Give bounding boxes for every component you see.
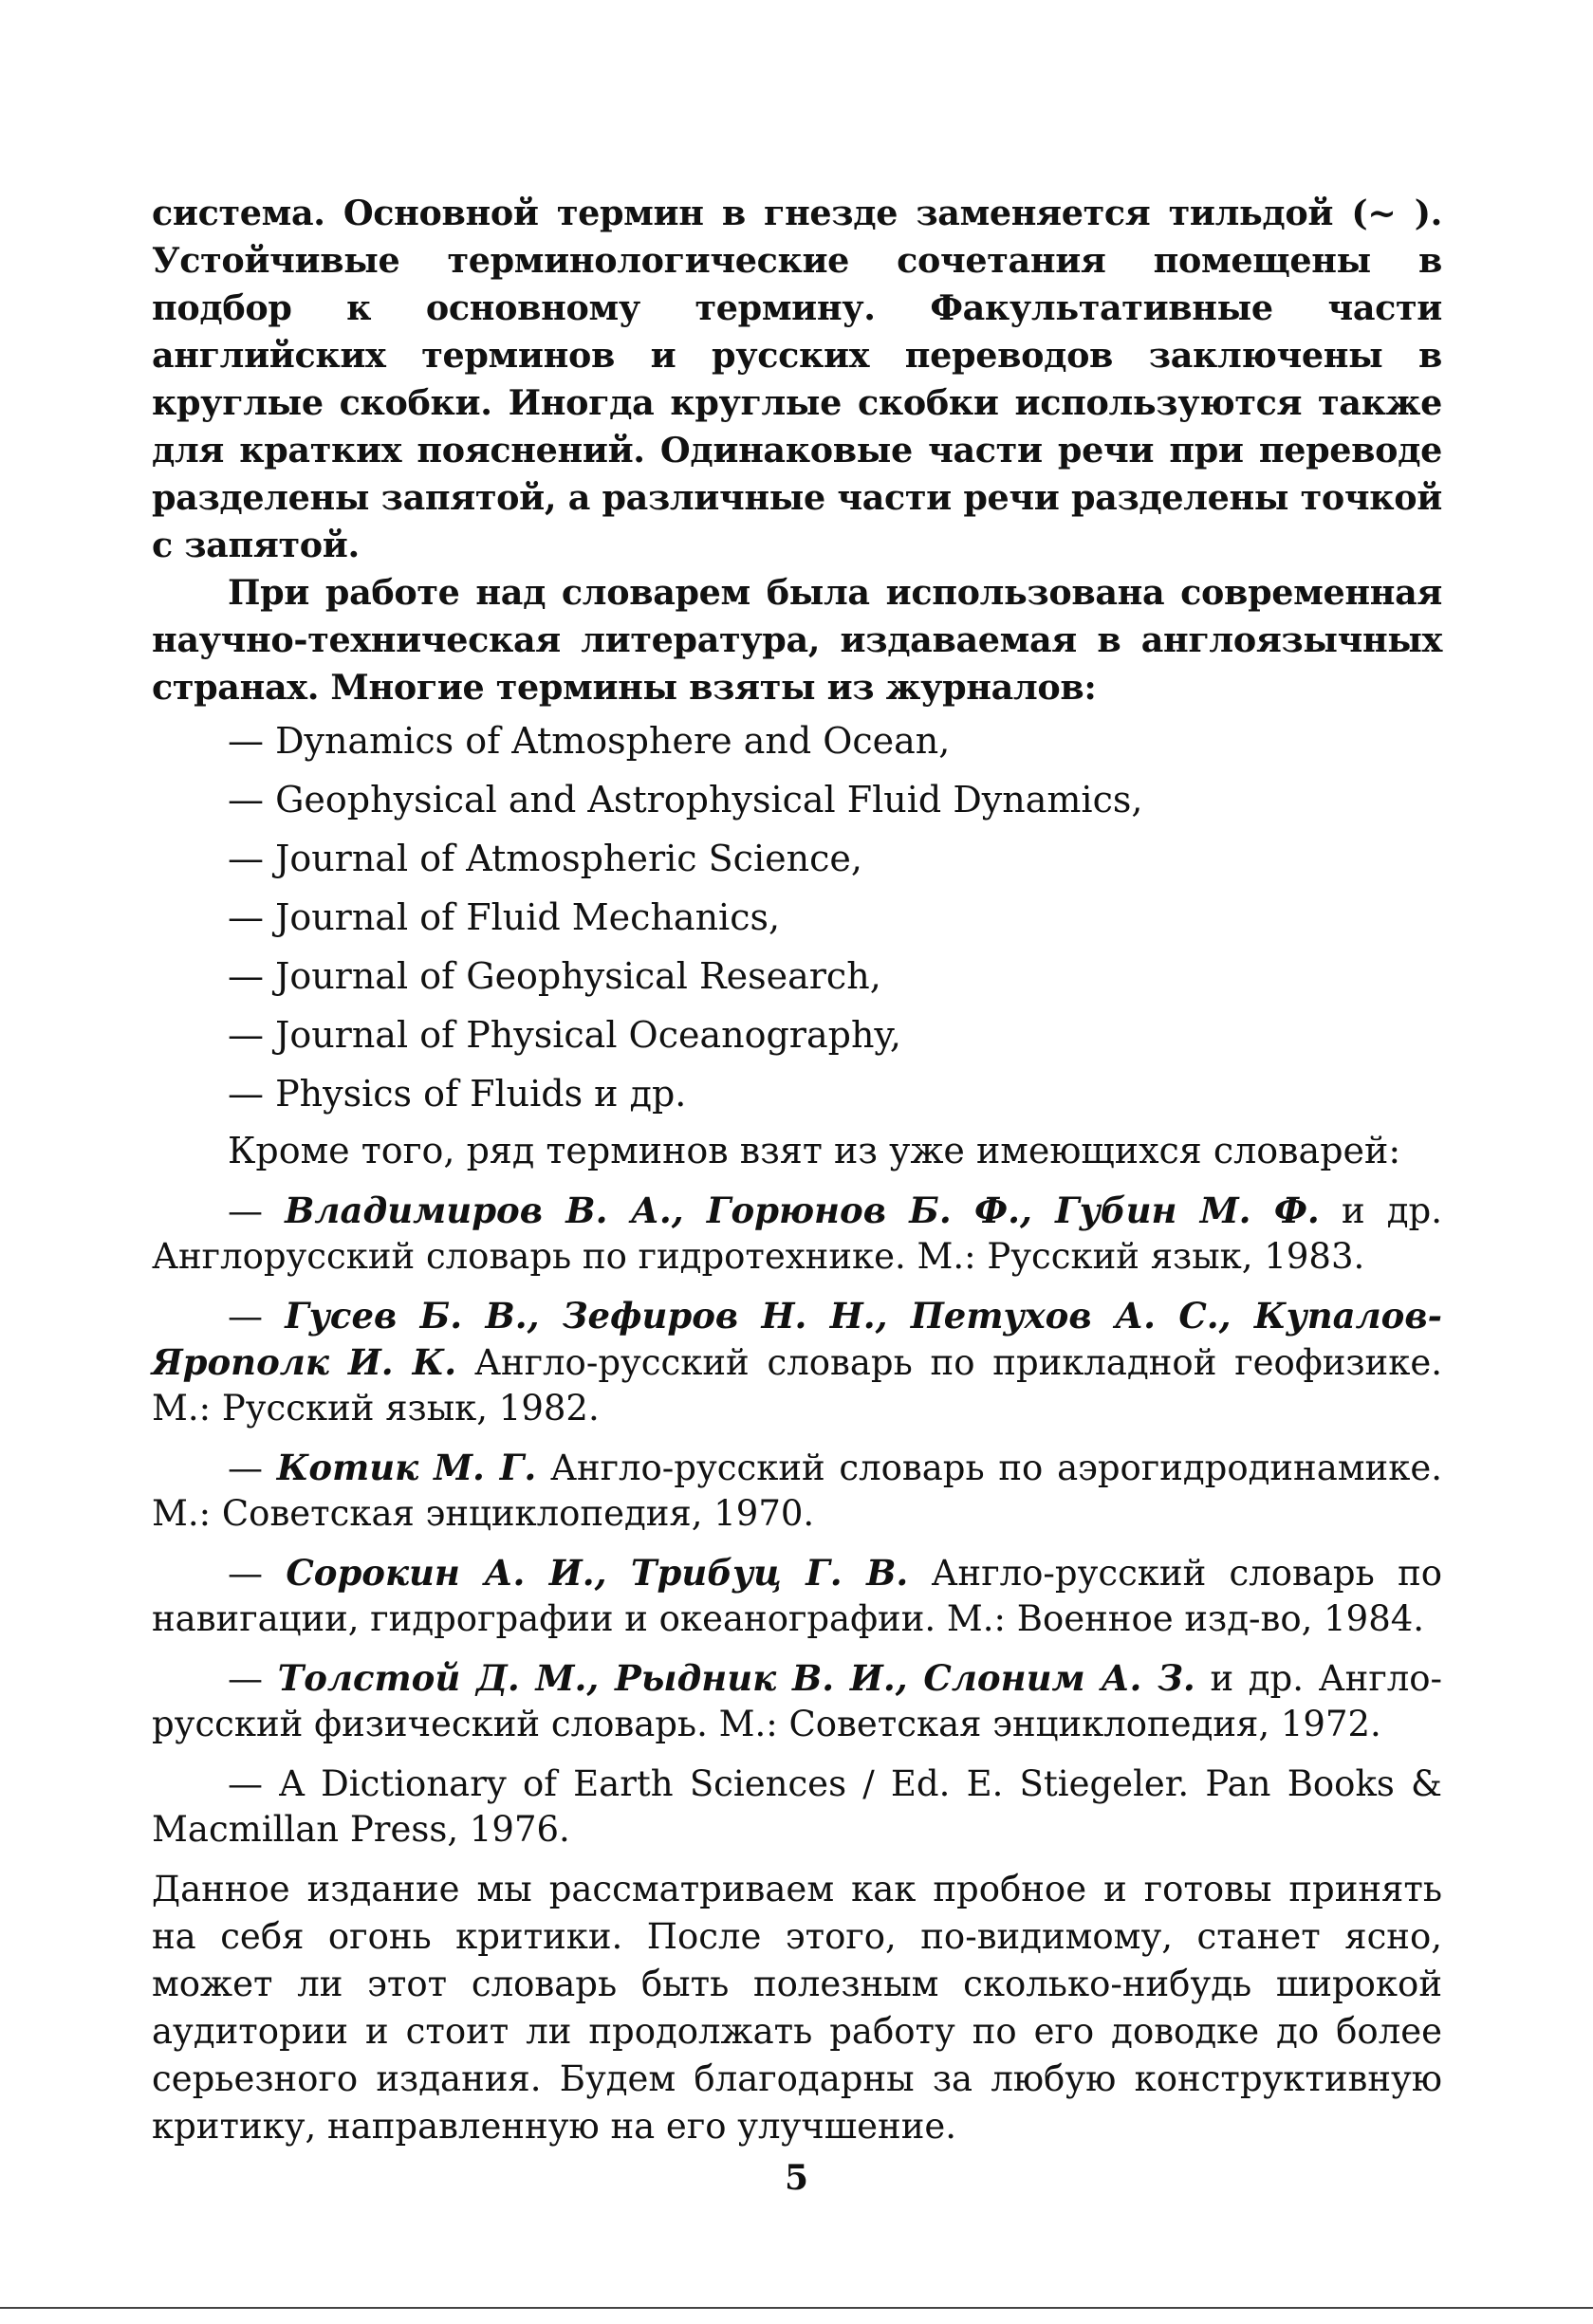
source-authors: Сорокин А. И., Трибуц Г. В.	[286, 1552, 909, 1594]
page-content	[152, 190, 1442, 2150]
source-title: Англо-русский словарь по навигации, гидрографии и океанографии. М.: Военное изд-во, 1984.	[152, 1553, 1443, 1639]
source-item	[152, 1761, 1442, 1853]
source-authors: Котик М. Г.	[276, 1447, 537, 1488]
journal-item: — Physics of Fluids и др.	[228, 1073, 687, 1115]
source-item	[152, 1188, 1442, 1280]
source-dash: —	[228, 1296, 286, 1337]
source-title: A Dictionary of Earth Sciences / Ed. E. Stiegeler. Pan Books & Macmillan Press, 1976.	[152, 1763, 1442, 1850]
source-dash: —	[228, 1763, 280, 1804]
literature-paragraph: При работе над словарем была использована современная научно-техническая литература, издаваемая в англоязычных странах. Многие термины взяты из журналов:	[152, 572, 1442, 708]
source-title: и др. Англорусский словарь по гидротехнике. М.: Русский язык, 1983.	[152, 1190, 1442, 1277]
source-item	[152, 1550, 1442, 1642]
source-dash: —	[228, 1658, 278, 1699]
journal-item: — Journal of Physical Oceanography,	[228, 1014, 901, 1056]
journal-item: — Journal of Atmospheric Science,	[228, 838, 862, 879]
source-title: Англо-русский словарь по прикладной геофизике. М.: Русский язык, 1982.	[152, 1342, 1442, 1429]
source-authors: Владимиров В. А., Горюнов Б. Ф., Губин М. Ф.	[285, 1190, 1320, 1231]
source-title: и др. Англо-русский физический словарь. М.: Советская энциклопедия, 1972.	[152, 1658, 1442, 1744]
intro-paragraph: система. Основной термин в гнезде заменяется тильдой (~ ). Устойчивые терминологические сочетания помещены в подбор к основному термину. Факультативные части английских терминов и русских переводов заключены в круглые скобки. Иногда круглые скобки используются также для кратких пояснений. Одинаковые части речи при переводе разделены запятой, а различные части речи разделены точкой с запятой.	[152, 193, 1442, 565]
journal-item: — Journal of Fluid Mechanics,	[228, 896, 781, 938]
source-item	[152, 1655, 1442, 1747]
source-authors: Гусев Б. В., Зефиров Н. Н., Петухов А. С., Купалов-Ярополк И. К.	[152, 1295, 1442, 1383]
source-authors: Толстой Д. М., Рыдник В. И., Слоним А. З.	[277, 1657, 1195, 1699]
bold-text-block	[152, 190, 1442, 711]
source-item	[152, 1293, 1442, 1431]
journal-list	[152, 711, 1442, 1123]
page-bottom-rule	[0, 2307, 1593, 2309]
dictionary-source-list	[152, 1188, 1442, 1853]
dictionaries-lead: Кроме того, ряд терминов взят из уже имеющихся словарей:	[228, 1130, 1401, 1171]
source-dash: —	[228, 1190, 286, 1231]
source-title: Англо-русский словарь по аэрогидродинамике. М.: Советская энциклопедия, 1970.	[152, 1448, 1442, 1534]
source-dash: —	[228, 1553, 287, 1594]
page-number: 5	[784, 2158, 809, 2198]
journal-item: — Dynamics of Atmosphere and Ocean,	[228, 720, 951, 762]
source-item	[152, 1445, 1442, 1537]
journal-item: — Journal of Geophysical Research,	[228, 955, 881, 997]
journal-item: — Geophysical and Astrophysical Fluid Dynamics,	[228, 779, 1143, 821]
source-dash: —	[228, 1448, 277, 1488]
closing-paragraph: Данное издание мы рассматриваем как пробное и готовы принять на себя огонь критики. После этого, по-видимому, станет ясно, может ли этот словарь быть полезным сколько-нибудь широкой аудитории и стоит ли продолжать работу по его доводке до более серьезного издания. Будем благодарны за любую конструктивную критику, направленную на его улучшение.	[152, 1869, 1442, 2147]
